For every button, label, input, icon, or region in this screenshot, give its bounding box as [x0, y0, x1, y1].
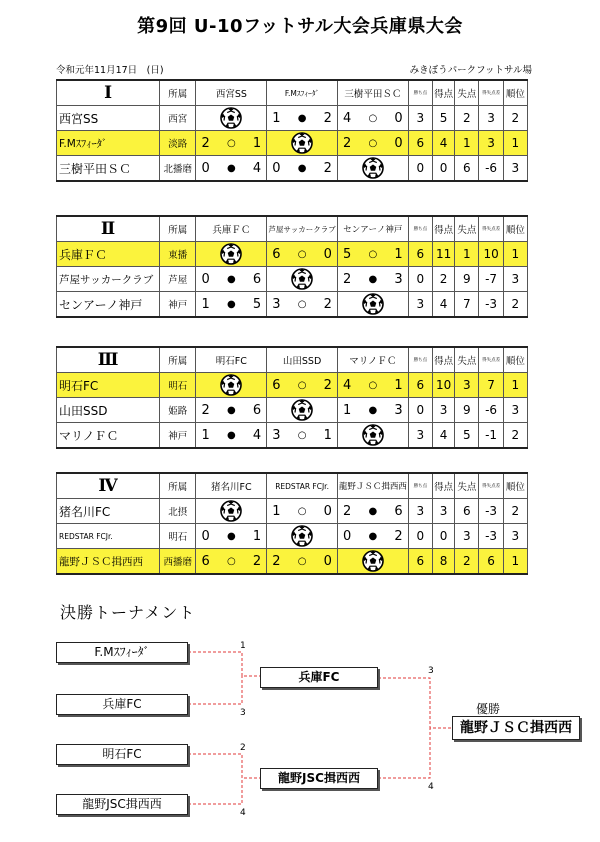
score-against: 2	[323, 110, 332, 126]
team-name: 猪名川FC	[57, 499, 160, 524]
score-against: 0	[394, 135, 403, 151]
header-opponent-1: 兵庫ＦＣ	[196, 216, 267, 242]
score-for: 2	[342, 135, 352, 151]
points: 6	[408, 242, 432, 267]
goals-against: 2	[455, 106, 479, 131]
tournament-winner: 龍野ＪＳＣ揖西西	[452, 716, 580, 740]
goals-for: 0	[432, 156, 454, 182]
team-affiliation: 淡路	[160, 131, 196, 156]
header-opponent-1: 西宮SS	[196, 80, 267, 106]
points: 0	[408, 156, 432, 182]
goals-for: 10	[432, 373, 454, 398]
goals-against: 5	[455, 423, 479, 449]
score-for: 3	[272, 296, 281, 312]
header-rank: 順位	[503, 216, 527, 242]
result-mark: ●	[226, 429, 236, 441]
header-opponent-3: 龍野ＪＳＣ揖西西	[337, 473, 408, 499]
header-goal-diff: 得失点差	[479, 216, 503, 242]
goal-diff: -3	[479, 292, 503, 318]
goals-for: 4	[432, 131, 454, 156]
header-goal-diff: 得失点差	[479, 473, 503, 499]
header-opponent-2: 山田SSD	[267, 347, 338, 373]
goal-diff: -6	[479, 398, 503, 423]
score-against: 0	[323, 553, 332, 569]
team-affiliation: 西播磨	[160, 549, 196, 575]
score-against: 0	[323, 503, 332, 519]
team-name: 芦屋サッカークラブ	[57, 267, 160, 292]
header-goal-diff: 得失点差	[479, 80, 503, 106]
final-team-2: 龍野JSC揖西西	[260, 768, 378, 789]
team-name: 山田SSD	[57, 398, 160, 423]
score-for: 1	[342, 402, 352, 418]
goals-against: 6	[455, 499, 479, 524]
points: 3	[408, 423, 432, 449]
team-name: REDSTAR FCJr.	[57, 524, 160, 549]
team-affiliation: 北摂	[160, 499, 196, 524]
result-mark: ○	[368, 379, 378, 391]
score-for: 2	[201, 135, 210, 151]
score-for: 3	[272, 427, 281, 443]
score-for: 1	[201, 427, 210, 443]
team-affiliation: 東播	[160, 242, 196, 267]
goals-against: 2	[455, 549, 479, 575]
final-score-1: 3	[428, 666, 434, 676]
score-against: 1	[394, 246, 403, 262]
rank: 2	[503, 499, 527, 524]
goal-diff: 10	[479, 242, 503, 267]
goals-against: 3	[455, 524, 479, 549]
points: 3	[408, 499, 432, 524]
team-affiliation: 明石	[160, 524, 196, 549]
points: 3	[408, 292, 432, 318]
header-rank: 順位	[503, 347, 527, 373]
rank: 1	[503, 131, 527, 156]
score-against: 2	[252, 553, 262, 569]
header-goals-against: 失点	[455, 80, 479, 106]
header-opponent-3: 三樹平田ＳＣ	[337, 80, 408, 106]
result-mark: ●	[226, 298, 236, 310]
rank: 3	[503, 398, 527, 423]
score-against: 2	[323, 377, 332, 393]
team-affiliation: 芦屋	[160, 267, 196, 292]
rank: 3	[503, 156, 527, 182]
result-mark: ○	[297, 505, 307, 517]
score-against: 4	[252, 160, 262, 176]
score-against: 1	[252, 135, 262, 151]
score-for: 6	[272, 377, 281, 393]
header-opponent-2: 芦屋サッカークラブ	[267, 216, 338, 242]
result-mark: ●	[226, 530, 236, 542]
header-points: 勝ち点	[408, 473, 432, 499]
team-name: F.Mｽﾌｨｰﾀﾞ	[57, 131, 160, 156]
goal-diff: -6	[479, 156, 503, 182]
result-mark: ●	[368, 505, 378, 517]
score-for: 4	[342, 110, 352, 126]
group-label: I	[57, 80, 160, 106]
goals-for: 5	[432, 106, 454, 131]
score-for: 0	[201, 271, 210, 287]
sf-score-2: 3	[240, 708, 246, 718]
score-against: 5	[252, 296, 262, 312]
goal-diff: 3	[479, 131, 503, 156]
goals-against: 7	[455, 292, 479, 318]
result-mark: ●	[297, 112, 307, 124]
team-name: 龍野ＪＳＣ揖西西	[57, 549, 160, 575]
result-mark: ●	[368, 404, 378, 416]
header-goals-against: 失点	[455, 347, 479, 373]
team-affiliation: 姫路	[160, 398, 196, 423]
winner-caption: 優勝	[476, 702, 501, 716]
rank: 1	[503, 242, 527, 267]
goal-diff: -1	[479, 423, 503, 449]
header-goals-against: 失点	[455, 216, 479, 242]
goals-for: 2	[432, 267, 454, 292]
result-mark: ○	[368, 137, 378, 149]
points: 0	[408, 524, 432, 549]
sf-team-2: 兵庫FC	[56, 694, 188, 715]
team-name: マリノＦＣ	[57, 423, 160, 449]
goals-for: 3	[432, 499, 454, 524]
result-mark: ●	[297, 162, 307, 174]
team-name: 明石FC	[57, 373, 160, 398]
rank: 2	[503, 423, 527, 449]
score-against: 4	[252, 427, 262, 443]
group-label: Ⅳ	[57, 473, 160, 499]
team-affiliation: 北播磨	[160, 156, 196, 182]
score-against: 3	[394, 402, 403, 418]
goal-diff: -3	[479, 524, 503, 549]
score-against: 3	[394, 271, 403, 287]
header-rank: 順位	[503, 80, 527, 106]
goals-for: 4	[432, 423, 454, 449]
goals-against: 9	[455, 398, 479, 423]
result-mark: ○	[297, 298, 307, 310]
rank: 2	[503, 106, 527, 131]
header-opponent-1: 猪名川FC	[196, 473, 267, 499]
goals-against: 1	[455, 242, 479, 267]
result-mark: ○	[297, 555, 307, 567]
goal-diff: -7	[479, 267, 503, 292]
goals-for: 4	[432, 292, 454, 318]
result-mark: ●	[368, 273, 378, 285]
team-name: センアーノ神戸	[57, 292, 160, 318]
sf-score-4: 4	[240, 808, 246, 818]
points: 0	[408, 398, 432, 423]
header-rank: 順位	[503, 473, 527, 499]
header-goals-against: 失点	[455, 473, 479, 499]
event-date: 令和元年11月17日 (日)	[56, 65, 164, 76]
goals-for: 8	[432, 549, 454, 575]
sf-score-3: 2	[240, 743, 246, 753]
points: 0	[408, 267, 432, 292]
score-for: 0	[201, 160, 210, 176]
score-against: 6	[394, 503, 403, 519]
group-label: Ⅲ	[57, 347, 160, 373]
score-for: 0	[272, 160, 281, 176]
final-score-2: 4	[428, 782, 434, 792]
header-affiliation: 所属	[160, 473, 196, 499]
header-affiliation: 所属	[160, 216, 196, 242]
rank: 1	[503, 373, 527, 398]
score-against: 2	[394, 528, 403, 544]
header-goals-for: 得点	[432, 80, 454, 106]
sf-team-1: F.Mｽﾌｨｰﾀﾞ	[56, 642, 188, 663]
team-name: 三樹平田ＳＣ	[57, 156, 160, 182]
goals-for: 0	[432, 524, 454, 549]
score-for: 0	[342, 528, 352, 544]
score-against: 1	[323, 427, 332, 443]
score-for: 2	[342, 503, 352, 519]
page-title: 第9回 U-10フットサル大会兵庫県大会	[137, 16, 463, 37]
score-against: 1	[394, 377, 403, 393]
score-against: 2	[323, 296, 332, 312]
goal-diff: -3	[479, 499, 503, 524]
score-for: 0	[201, 528, 210, 544]
result-mark: ○	[297, 379, 307, 391]
header-affiliation: 所属	[160, 347, 196, 373]
team-affiliation: 明石	[160, 373, 196, 398]
sf-score-1: 1	[240, 641, 246, 651]
result-mark: ●	[226, 273, 236, 285]
event-venue: みきぼうパークフットサル場	[409, 65, 532, 76]
goal-diff: 3	[479, 106, 503, 131]
final-team-1: 兵庫FC	[260, 667, 378, 688]
sf-team-3: 明石FC	[56, 744, 188, 765]
rank: 1	[503, 549, 527, 575]
result-mark: ●	[226, 162, 236, 174]
header-goals-for: 得点	[432, 216, 454, 242]
goals-for: 3	[432, 398, 454, 423]
points: 6	[408, 131, 432, 156]
header-opponent-3: マリノＦＣ	[337, 347, 408, 373]
score-for: 6	[272, 246, 281, 262]
header-opponent-2: REDSTAR FCJr.	[267, 473, 338, 499]
header-points: 勝ち点	[408, 216, 432, 242]
score-for: 5	[342, 246, 352, 262]
score-for: 2	[201, 402, 210, 418]
score-for: 1	[201, 296, 210, 312]
score-for: 2	[342, 271, 352, 287]
goals-for: 11	[432, 242, 454, 267]
score-against: 6	[252, 402, 262, 418]
header-goal-diff: 得失点差	[479, 347, 503, 373]
points: 6	[408, 549, 432, 575]
team-name: 西宮SS	[57, 106, 160, 131]
header-opponent-3: センアーノ神戸	[337, 216, 408, 242]
score-for: 6	[201, 553, 210, 569]
goals-against: 1	[455, 131, 479, 156]
score-against: 1	[252, 528, 262, 544]
result-mark: ○	[297, 429, 307, 441]
score-for: 4	[342, 377, 352, 393]
rank: 3	[503, 524, 527, 549]
points: 3	[408, 106, 432, 131]
header-goals-for: 得点	[432, 347, 454, 373]
header-points: 勝ち点	[408, 80, 432, 106]
result-mark: ○	[297, 248, 307, 260]
result-mark: ○	[226, 555, 236, 567]
goals-against: 3	[455, 373, 479, 398]
header-affiliation: 所属	[160, 80, 196, 106]
score-for: 1	[272, 503, 281, 519]
score-for: 1	[272, 110, 281, 126]
goals-against: 9	[455, 267, 479, 292]
header-goals-for: 得点	[432, 473, 454, 499]
result-mark: ○	[368, 112, 378, 124]
sf-team-4: 龍野JSC揖西西	[56, 794, 188, 815]
goals-against: 6	[455, 156, 479, 182]
score-against: 0	[394, 110, 403, 126]
rank: 2	[503, 292, 527, 318]
team-affiliation: 神戸	[160, 423, 196, 449]
team-name: 兵庫ＦＣ	[57, 242, 160, 267]
score-against: 2	[323, 160, 332, 176]
rank: 3	[503, 267, 527, 292]
score-against: 6	[252, 271, 262, 287]
score-for: 2	[272, 553, 281, 569]
team-affiliation: 神戸	[160, 292, 196, 318]
result-mark: ○	[226, 137, 236, 149]
tournament-title: 決勝トーナメント	[60, 603, 196, 622]
goal-diff: 7	[479, 373, 503, 398]
result-mark: ●	[226, 404, 236, 416]
goal-diff: 6	[479, 549, 503, 575]
group-label: Ⅱ	[57, 216, 160, 242]
header-opponent-1: 明石FC	[196, 347, 267, 373]
header-points: 勝ち点	[408, 347, 432, 373]
team-affiliation: 西宮	[160, 106, 196, 131]
header-opponent-2: F.Mｽﾌｨｰﾀﾞ	[267, 80, 338, 106]
score-against: 0	[323, 246, 332, 262]
points: 6	[408, 373, 432, 398]
result-mark: ●	[368, 530, 378, 542]
result-mark: ○	[368, 248, 378, 260]
